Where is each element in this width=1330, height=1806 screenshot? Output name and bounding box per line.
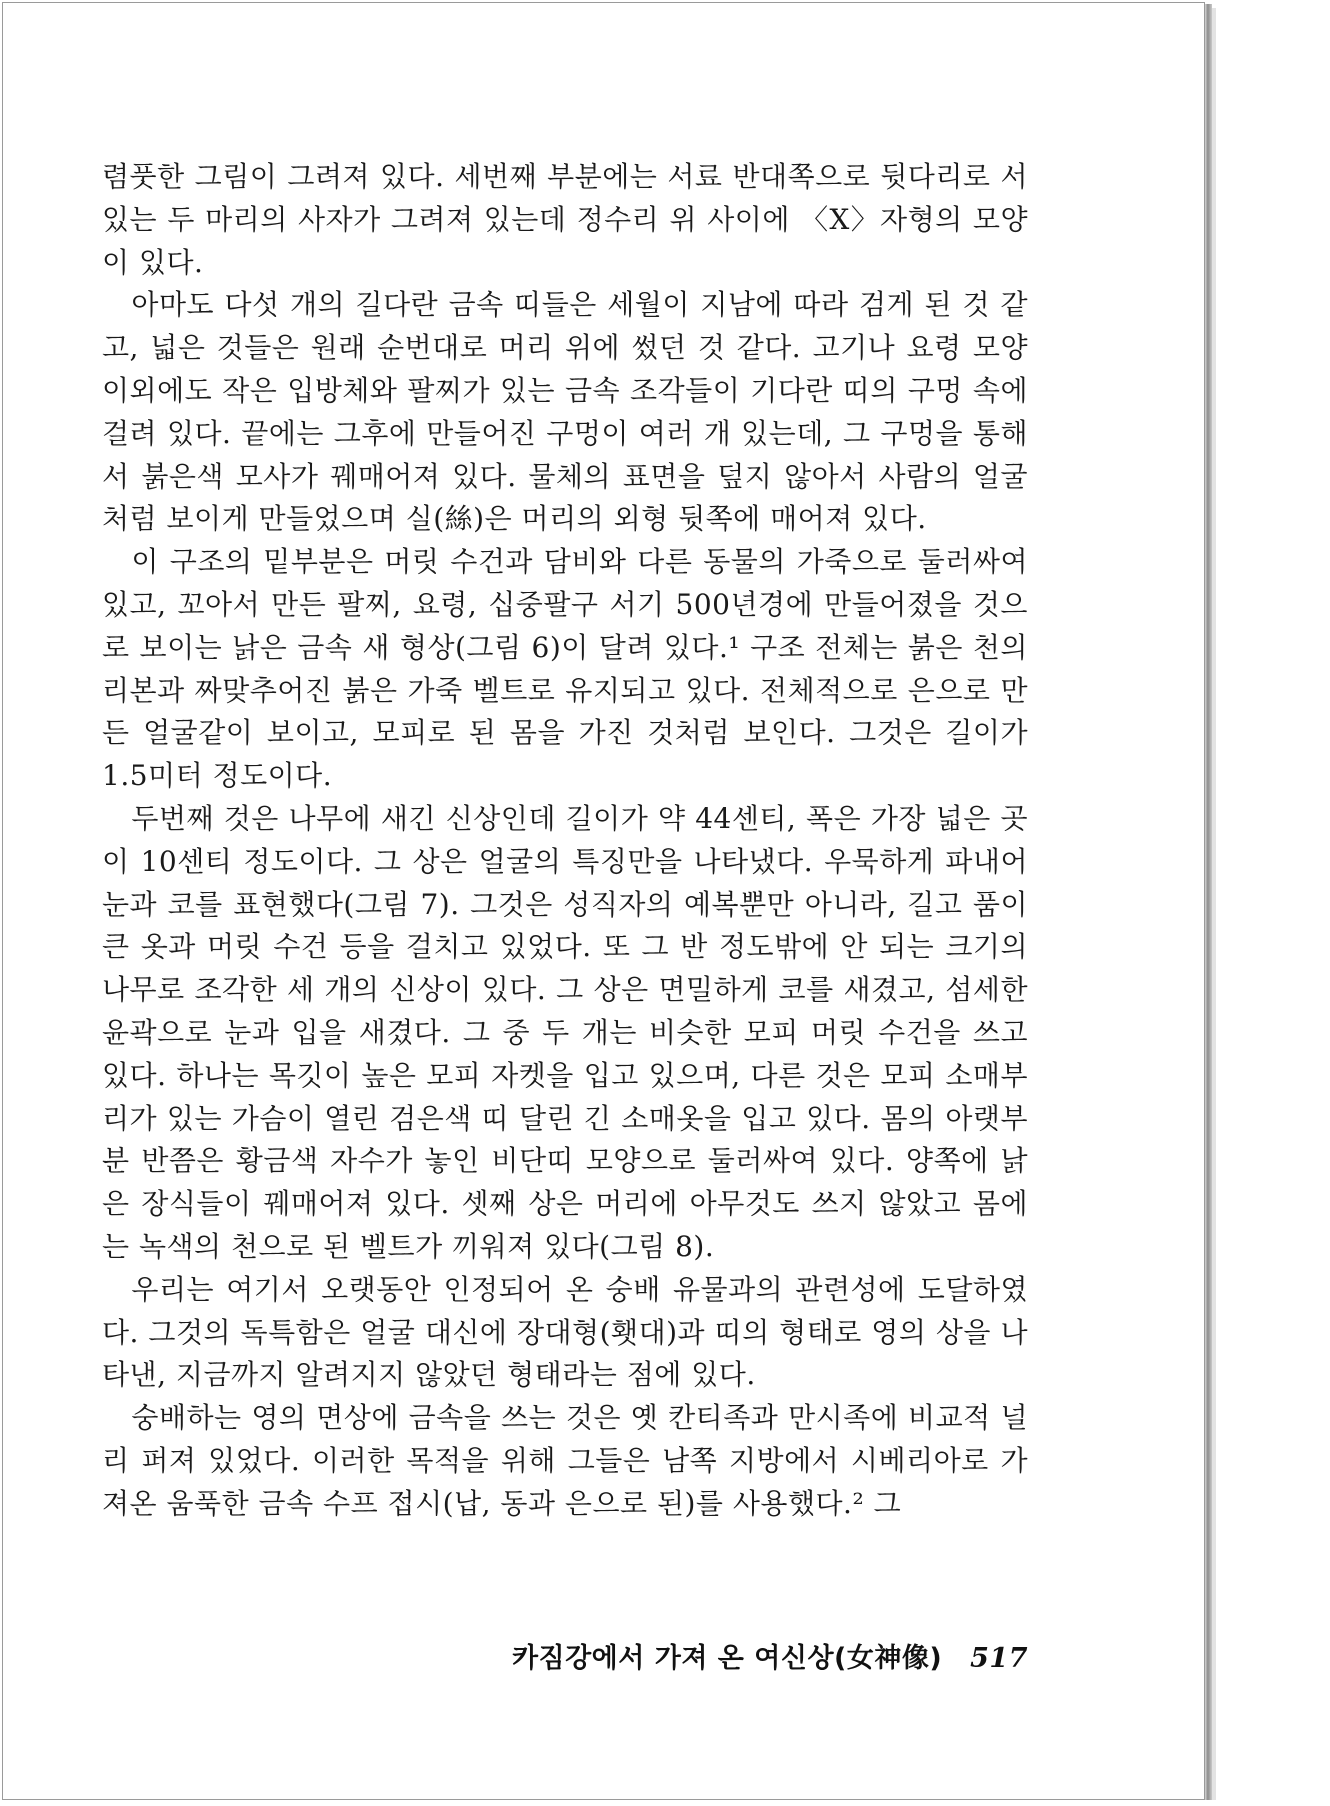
paragraph-3: 이 구조의 밑부분은 머릿 수건과 담비와 다른 동물의 가죽으로 둘러싸여 있고, 꼬아서 만든 팔찌, 요령, 십중팔구 서기 500년경에 만들어졌을 것으로 보이는 낡은 금속 새 형상(그림 6)이 달려 있다.¹ 구조 전체는 붉은 천의 리본과 짜맞추어진 붉은 가죽 벨트로 유지되고 있다. 전체적으로 은으로 만든 얼굴같이 보이고, 모피로 된 몸을 가진 것처럼 보인다. 그것은 길이가 1.5미터 정도이다. — [102, 545, 1028, 793]
page-footer — [490, 1636, 1028, 1675]
page-stack-edge — [1205, 4, 1212, 1800]
running-title: 카짐강에서 가져 온 여신상(女神像) — [511, 1643, 943, 1674]
page-shadow — [1212, 8, 1216, 1800]
paragraph-4: 두번째 것은 나무에 새긴 신상인데 길이가 약 44센티, 폭은 가장 넓은 곳이 10센티 정도이다. 그 상은 얼굴의 특징만을 나타냈다. 우묵하게 파내어 눈과 코를 표현했다(그림 7). 그것은 성직자의 예복뿐만 아니라, 길고 품이 큰 옷과 머릿 수건 등을 걸치고 있었다. 또 그 반 정도밖에 안 되는 크기의 나무로 조각한 세 개의 신상이 있다. 그 상은 면밀하게 코를 새겼고, 섬세한 윤곽으로 눈과 입을 새겼다. 그 중 두 개는 비슷한 모피 머릿 수건을 쓰고 있다. 하나는 목깃이 높은 모피 자켓을 입고 있으며, 다른 것은 모피 소매부리가 있는 가슴이 열린 검은색 띠 달린 긴 소매옷을 입고 있다. 몸의 아랫부분 반쯤은 황금색 자수가 놓인 비단띠 모양으로 둘러싸여 있다. 양쪽에 낡은 장식들이 꿰매어져 있다. 셋째 상은 머리에 아무것도 쓰지 않았고 몸에는 녹색의 천으로 된 벨트가 끼워져 있다(그림 8). — [102, 801, 1028, 1263]
paragraph-1: 렴풋한 그림이 그려져 있다. 세번째 부분에는 서료 반대쪽으로 뒷다리로 서 있는 두 마리의 사자가 그려져 있는데 정수리 위 사이에 〈X〉자형의 모양이 있다. — [102, 160, 1028, 279]
paragraph-6: 숭배하는 영의 면상에 금속을 쓰는 것은 옛 칸티족과 만시족에 비교적 널리 퍼져 있었다. 이러한 목적을 위해 그들은 남쪽 지방에서 시베리아로 가져온 움푹한 금속 수프 접시(납, 동과 은으로 된)를 사용했다.² 그 — [102, 1401, 1028, 1520]
paragraph-2: 아마도 다섯 개의 길다란 금속 띠들은 세월이 지남에 따라 검게 된 것 같고, 넓은 것들은 원래 순번대로 머리 위에 썼던 것 같다. 고기나 요령 모양 이외에도 작은 입방체와 팔찌가 있는 금속 조각들이 기다란 띠의 구멍 속에 걸려 있다. 끝에는 그후에 만들어진 구멍이 여러 개 있는데, 그 구멍을 통해서 붉은색 모사가 꿰매어져 있다. 물체의 표면을 덮지 않아서 사람의 얼굴처럼 보이게 만들었으며 실(絲)은 머리의 외형 뒷쪽에 매어져 있다. — [102, 288, 1028, 536]
page-number: 517 — [970, 1643, 1028, 1674]
body-text — [102, 156, 1028, 1526]
paragraph-5: 우리는 여기서 오랫동안 인정되어 온 숭배 유물과의 관련성에 도달하였다. 그것의 독특함은 얼굴 대신에 장대형(횃대)과 띠의 형태로 영의 상을 나타낸, 지금까지 알려지지 않았던 형태라는 점에 있다. — [102, 1272, 1028, 1392]
